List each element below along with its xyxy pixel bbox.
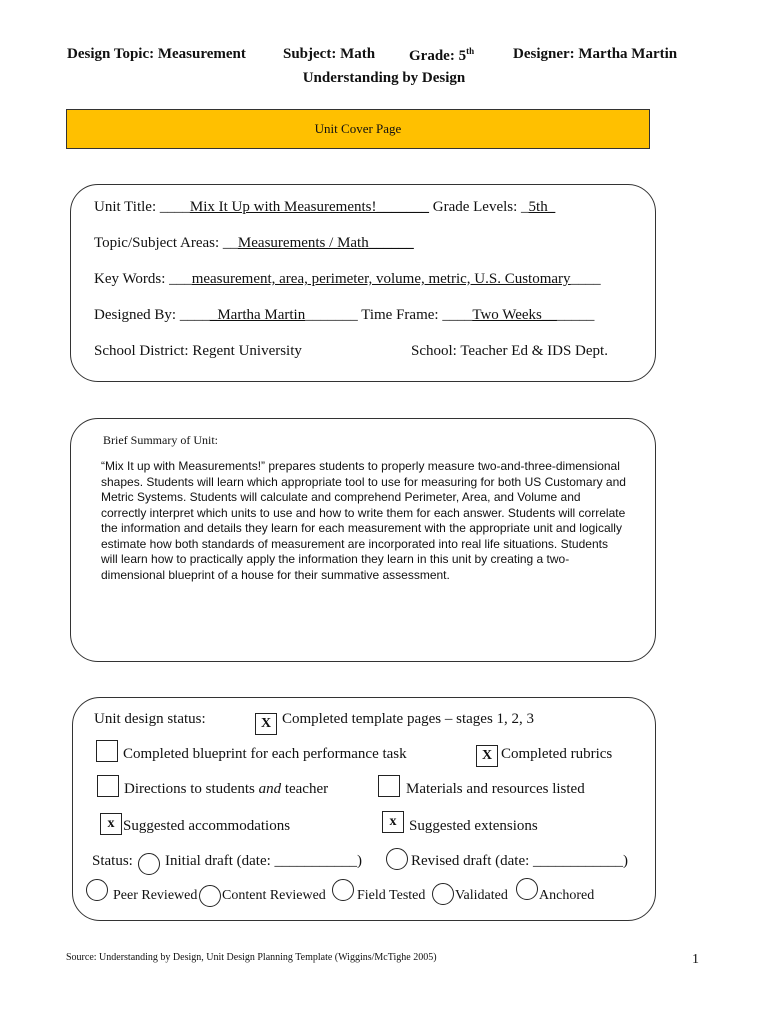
directions-label [124, 781, 328, 798]
radio-content-reviewed[interactable] [199, 885, 221, 907]
unit-title-label: Unit Title: ____ [94, 199, 190, 215]
peer-reviewed-label: Peer Reviewed [113, 888, 198, 903]
checkbox-template-pages[interactable]: X [255, 713, 277, 735]
rubrics-label: Completed rubrics [501, 746, 613, 762]
grade-text: Grade: 5 [409, 48, 467, 64]
unit-info-box [70, 184, 656, 382]
subject: Subject: Math [283, 46, 376, 62]
radio-field-tested[interactable] [332, 879, 354, 901]
checkbox-materials[interactable] [378, 775, 400, 797]
checkbox-extensions[interactable]: x [382, 811, 404, 833]
status-label: Status: [92, 853, 133, 869]
designed-by-value: _Martha Martin [209, 307, 306, 323]
banner-label: Unit Cover Page [314, 121, 402, 136]
validated-label: Validated [455, 888, 508, 903]
topic-label: Topic/Subject Areas: __ [94, 235, 238, 251]
summary-text: “Mix It up with Measurements!” prepares students to properly measure two-and-three-dimensional shapes. Students will learn which appropriate tool to use for measuring for both US Customary and Metric Systems. Students will calculate and comprehend Perimeter, Area, and Volume and correctly interpret which units to use and how to write them for each answer. Students will correlate the information and details they learn for each measurement with the appropriate unit and logically estimate how both standards of measurement are incorporated into real life situations. Students will learn how to practically apply the information they learn in this unit by creating a two-dimensional blueprint of a house for their summative assessment. [101, 459, 626, 582]
source-footnote: Source: Understanding by Design, Unit Design Planning Template (Wiggins/McTighe 2005) [66, 952, 437, 963]
unit-design-status-box [72, 697, 656, 921]
unit-title-value: Mix It Up with Measurements!_______ [189, 199, 429, 215]
anchored-label: Anchored [539, 888, 595, 903]
unit-cover-page-banner [66, 109, 650, 149]
directions-label-em: and [258, 781, 282, 797]
time-frame-value: Two Weeks__ [472, 307, 557, 323]
checkbox-accommodations[interactable]: x [100, 813, 122, 835]
keywords-line [94, 271, 601, 288]
summary-title: Brief Summary of Unit: [103, 433, 218, 447]
template-pages-label: Completed template pages – stages 1, 2, 3 [282, 711, 535, 727]
keywords-value: measurement, area, perimeter, volume, metric, U.S. Customary [191, 271, 571, 287]
summary-box [70, 418, 656, 662]
revised-draft-label: Revised draft (date: ____________) [411, 853, 629, 869]
topic-line [94, 235, 414, 252]
designed-by-label: Designed By: ____ [94, 307, 210, 323]
initial-draft-label: Initial draft (date: ___________) [165, 853, 363, 869]
designed-by-line [94, 307, 594, 324]
school: School: Teacher Ed & IDS Dept. [411, 343, 608, 359]
design-topic: Design Topic: Measurement [67, 46, 246, 62]
content-reviewed-label: Content Reviewed [222, 888, 326, 903]
unit-title-line [94, 199, 555, 216]
school-district: School District: Regent University [94, 343, 302, 359]
extensions-label: Suggested extensions [409, 818, 538, 834]
keywords-tail: ____ [570, 271, 601, 287]
radio-initial-draft[interactable] [138, 853, 160, 875]
materials-label: Materials and resources listed [406, 781, 585, 797]
page-subtitle: Understanding by Design [302, 70, 466, 86]
topic-value: Measurements / Math______ [237, 235, 414, 251]
grade-levels-value: 5th_ [528, 199, 556, 215]
checkbox-rubrics[interactable]: X [476, 745, 498, 767]
accommodations-label: Suggested accommodations [123, 818, 291, 834]
radio-revised-draft[interactable] [386, 848, 408, 870]
checkbox-blueprint[interactable] [96, 740, 118, 762]
designer: Designer: Martha Martin [513, 46, 678, 62]
checkbox-directions[interactable] [97, 775, 119, 797]
directions-label-a: Directions to students [124, 781, 259, 797]
design-status-label: Unit design status: [94, 711, 206, 727]
directions-label-b: teacher [281, 781, 329, 797]
radio-peer-reviewed[interactable] [86, 879, 108, 901]
time-frame-label: Time Frame: ____ [357, 307, 473, 323]
grade-levels-label: Grade Levels: _ [429, 199, 529, 215]
radio-anchored[interactable] [516, 878, 538, 900]
keywords-label: Key Words: ___ [94, 271, 192, 287]
radio-validated[interactable] [432, 883, 454, 905]
designed-by-tail: _______ [305, 307, 358, 323]
page-number: 1 [692, 952, 699, 967]
time-frame-tail: _____ [556, 307, 595, 323]
grade [409, 46, 474, 65]
blueprint-label: Completed blueprint for each performance task [123, 746, 407, 762]
field-tested-label: Field Tested [357, 888, 426, 903]
grade-suffix: th [466, 46, 475, 56]
